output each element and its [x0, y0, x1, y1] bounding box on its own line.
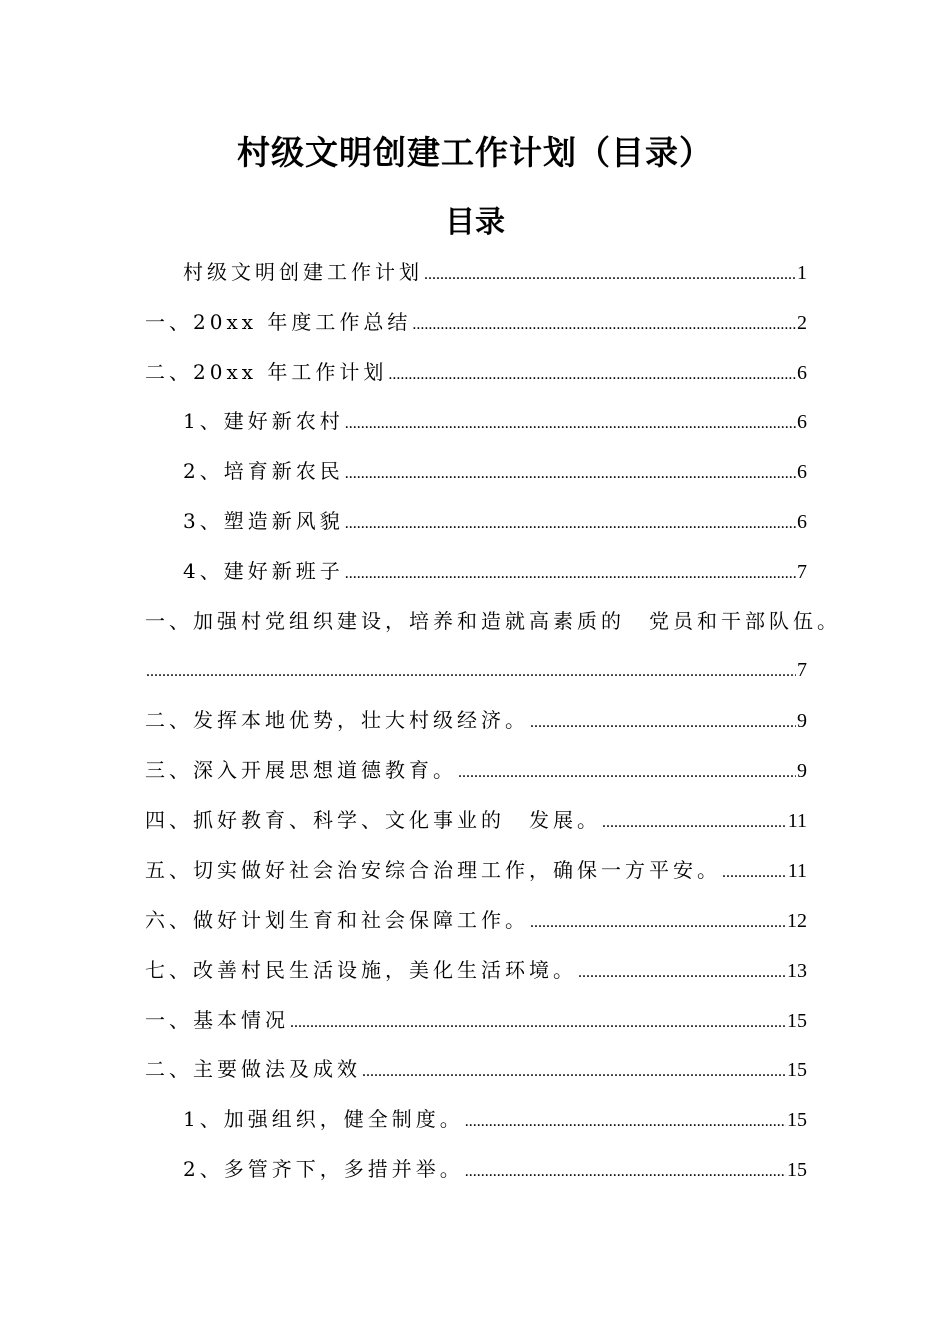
toc-entry-text: 六、做好计划生育和社会保障工作。: [145, 908, 529, 932]
toc-entry-page: 15: [787, 1010, 807, 1032]
toc-leader-dots: [465, 1107, 786, 1137]
toc-leader-dots: [424, 260, 796, 290]
toc-heading: 目录: [445, 205, 505, 240]
toc-leader-dots: [602, 808, 787, 838]
toc-entry-text: 二、20xx 年工作计划: [145, 360, 388, 384]
toc-entry-text: 一、20xx 年度工作总结: [145, 310, 412, 334]
toc-entry[interactable]: [183, 406, 807, 439]
toc-entry-text: 3、塑造新风貌: [183, 509, 344, 533]
toc-entry[interactable]: [145, 357, 807, 390]
toc-entry[interactable]: [145, 805, 807, 838]
toc-leader-dots: [530, 908, 786, 938]
document-title: 村级文明创建工作计划（目录）: [237, 133, 713, 172]
toc-entry-text: 二、发挥本地优势，壮大村级经济。: [145, 708, 529, 732]
toc-leader-dots: [290, 1008, 786, 1038]
toc-entry-page: 6: [797, 461, 807, 483]
toc-leader-dots: [146, 657, 796, 687]
toc-leader-dots: [578, 958, 786, 988]
toc-entry-text: 五、切实做好社会治安综合治理工作，确保一方平安。: [145, 858, 721, 882]
toc-entry[interactable]: [145, 855, 807, 888]
toc-entry-text: 四、抓好教育、科学、文化事业的 发展。: [145, 808, 601, 832]
toc-entry-text: 1、加强组织，健全制度。: [183, 1107, 464, 1131]
toc-entry-page: 2: [797, 312, 807, 334]
toc-entry-page: 15: [787, 1059, 807, 1081]
toc-entry-page: 13: [787, 960, 807, 982]
toc-entry-page: 12: [787, 910, 807, 932]
toc-leader-dots: [465, 1157, 786, 1187]
toc-entry[interactable]: [145, 955, 807, 988]
toc-entry-text: 二、主要做法及成效: [145, 1057, 361, 1081]
toc-entry-page: 1: [797, 262, 807, 284]
toc-entry-page: 15: [787, 1109, 807, 1131]
toc-leader-dots: [722, 858, 787, 888]
toc-entry-text: 七、改善村民生活设施，美化生活环境。: [145, 958, 577, 982]
toc-entry-text[interactable]: 一、加强村党组织建设，培养和造就高素质的 党员和干部队伍。: [145, 609, 841, 633]
toc-entry[interactable]: [145, 307, 807, 340]
toc-entry[interactable]: [145, 655, 807, 687]
toc-entry-text: 一、基本情况: [145, 1008, 289, 1032]
toc-leader-dots: [345, 509, 796, 539]
toc-entry[interactable]: [183, 1154, 807, 1187]
toc-entry[interactable]: [145, 1054, 807, 1087]
toc-entry[interactable]: [145, 755, 807, 788]
toc-entry-page: 7: [797, 561, 807, 583]
toc-entry-page: 6: [797, 511, 807, 533]
toc-entry[interactable]: [183, 506, 807, 539]
toc-entry[interactable]: [183, 1104, 807, 1137]
toc-entry-page: 7: [797, 659, 807, 681]
toc-entry-page: 9: [797, 710, 807, 732]
toc-leader-dots: [345, 409, 796, 439]
toc-entry[interactable]: [145, 705, 807, 738]
toc-entry[interactable]: [183, 257, 807, 290]
toc-leader-dots: [362, 1057, 786, 1087]
toc-entry[interactable]: [183, 456, 807, 489]
toc-entry-text: 2、多管齐下，多措并举。: [183, 1157, 464, 1181]
toc-entry[interactable]: [145, 1005, 807, 1038]
toc-leader-dots: [530, 708, 796, 738]
toc-entry-page: 6: [797, 362, 807, 384]
toc-leader-dots: [458, 758, 796, 788]
toc-entry-text: 村级文明创建工作计划: [183, 260, 423, 284]
toc-entry[interactable]: [145, 905, 807, 938]
toc-entry-text: 4、建好新班子: [183, 559, 344, 583]
toc-entry-page: 6: [797, 411, 807, 433]
toc-entry-page: 9: [797, 760, 807, 782]
toc-entry-page: 11: [787, 860, 807, 882]
toc-entry-text: 三、深入开展思想道德教育。: [145, 758, 457, 782]
toc-leader-dots: [412, 310, 796, 340]
toc-leader-dots: [345, 559, 796, 589]
toc-entry-text: 2、培育新农民: [183, 459, 344, 483]
toc-entry-page: 15: [787, 1159, 807, 1181]
toc-leader-dots: [345, 459, 796, 489]
toc-entry-text: 1、建好新农村: [183, 409, 344, 433]
toc-entry-page: 11: [787, 810, 807, 832]
toc-entry[interactable]: [183, 556, 807, 589]
toc-leader-dots: [388, 360, 796, 390]
